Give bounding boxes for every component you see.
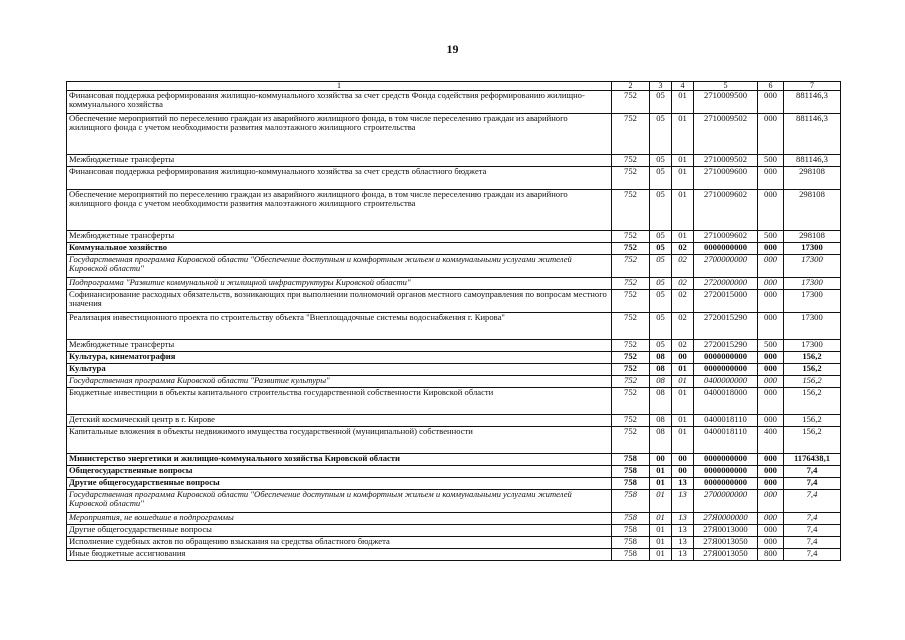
row-name-cell: Культура [67,364,612,376]
table-row [67,243,841,255]
row-name-cell: Государственная программа Кировской области "Обеспечение доступным и комфортным жильем и коммунальными услугами жителей Кировской области" [67,255,612,278]
column-header: 1 [67,82,612,91]
target-article-cell: 27Я0000000 [694,513,758,525]
row-name-cell: Межбюджетные трансферты [67,340,612,352]
subsection-cell: 01 [672,364,694,376]
target-article-cell: 0000000000 [694,352,758,364]
ved-cell: 752 [612,415,650,427]
target-article-cell: 2710009502 [694,114,758,155]
section-cell: 05 [650,167,672,190]
table-row [67,454,841,466]
section-cell: 01 [650,549,672,561]
section-cell: 05 [650,340,672,352]
row-name-cell: Мероприятия, не вошедшие в подпрограммы [67,513,612,525]
row-name-cell: Капитальные вложения в объекты недвижимого имущества государственной (муниципальной) собственности [67,427,612,454]
subsection-cell: 01 [672,114,694,155]
table-row [67,190,841,231]
expense-type-cell: 000 [758,454,784,466]
page-number: 19 [446,42,459,56]
target-article-cell: 2700000000 [694,490,758,513]
column-header: 6 [758,82,784,91]
table-row [67,278,841,290]
section-cell: 08 [650,376,672,388]
table-row [67,155,841,167]
target-article-cell: 0400018000 [694,388,758,415]
subsection-cell: 13 [672,513,694,525]
section-cell: 05 [650,290,672,313]
column-header: 5 [694,82,758,91]
row-name-cell: Финансовая поддержка реформирования жилищно-коммунального хозяйства за счет средств Фонда содействия реформированию жилищно-коммунального хозяйства [67,91,612,114]
section-cell: 08 [650,415,672,427]
subsection-cell: 13 [672,490,694,513]
expense-type-cell: 000 [758,190,784,231]
table-row [67,427,841,454]
target-article-cell: 2720015290 [694,313,758,340]
section-cell: 05 [650,255,672,278]
subsection-cell: 13 [672,537,694,549]
expense-type-cell: 000 [758,352,784,364]
table-row [67,340,841,352]
expense-type-cell: 000 [758,388,784,415]
table-row [67,388,841,415]
expense-type-cell: 000 [758,364,784,376]
ved-cell: 758 [612,490,650,513]
ved-cell: 758 [612,466,650,478]
amount-cell: 17300 [784,278,841,290]
ved-cell: 752 [612,190,650,231]
target-article-cell: 0400018110 [694,427,758,454]
expense-type-cell: 000 [758,278,784,290]
amount-cell: 298108 [784,231,841,243]
table-row [67,91,841,114]
subsection-cell: 13 [672,478,694,490]
target-article-cell: 2710009602 [694,231,758,243]
target-article-cell: 2710009500 [694,91,758,114]
target-article-cell: 2710009502 [694,155,758,167]
amount-cell: 17300 [784,255,841,278]
table-row [67,537,841,549]
expense-type-cell: 400 [758,427,784,454]
amount-cell: 156,2 [784,352,841,364]
expense-type-cell: 000 [758,537,784,549]
target-article-cell: 0000000000 [694,454,758,466]
subsection-cell: 01 [672,427,694,454]
subsection-cell: 13 [672,525,694,537]
row-name-cell: Исполнение судебных актов по обращению взыскания на средства областного бюджета [67,537,612,549]
subsection-cell: 02 [672,278,694,290]
amount-cell: 881146,3 [784,91,841,114]
ved-cell: 752 [612,313,650,340]
expense-type-cell: 000 [758,513,784,525]
row-name-cell: Обеспечение мероприятий по переселению граждан из аварийного жилищного фонда, в том числе переселению граждан из аварийного жилищного фонда с учетом необходимости развития малоэтажного жилищного строительства [67,190,612,231]
ved-cell: 752 [612,91,650,114]
amount-cell: 17300 [784,290,841,313]
table-row [67,352,841,364]
table-row [67,466,841,478]
subsection-cell: 00 [672,454,694,466]
subsection-cell: 02 [672,290,694,313]
ved-cell: 758 [612,549,650,561]
expense-type-cell: 000 [758,466,784,478]
subsection-cell: 01 [672,190,694,231]
column-header: 3 [650,82,672,91]
ved-cell: 752 [612,114,650,155]
table-row [67,231,841,243]
subsection-cell: 01 [672,91,694,114]
target-article-cell: 2700000000 [694,255,758,278]
table-row [67,313,841,340]
subsection-cell: 02 [672,243,694,255]
column-header: 7 [784,82,841,91]
section-cell: 01 [650,478,672,490]
amount-cell: 156,2 [784,388,841,415]
table-row [67,255,841,278]
row-name-cell: Межбюджетные трансферты [67,155,612,167]
section-cell: 01 [650,466,672,478]
section-cell: 05 [650,278,672,290]
subsection-cell: 02 [672,255,694,278]
row-name-cell: Другие общегосударственные вопросы [67,478,612,490]
table-row [67,415,841,427]
subsection-cell: 01 [672,388,694,415]
expense-type-cell: 000 [758,376,784,388]
section-cell: 08 [650,364,672,376]
section-cell: 05 [650,313,672,340]
target-article-cell: 2720015000 [694,290,758,313]
ved-cell: 752 [612,352,650,364]
ved-cell: 752 [612,278,650,290]
table-header-row [67,82,841,91]
row-name-cell: Государственная программа Кировской области "Обеспечение доступным и комфортным жильем и коммунальными услугами жителей Кировской области" [67,490,612,513]
target-article-cell: 2720000000 [694,278,758,290]
ved-cell: 758 [612,478,650,490]
row-name-cell: Министерство энергетики и жилищно-коммунального хозяйства Кировской области [67,454,612,466]
expense-type-cell: 000 [758,290,784,313]
amount-cell: 1176438,1 [784,454,841,466]
table-row [67,549,841,561]
subsection-cell: 00 [672,466,694,478]
ved-cell: 758 [612,525,650,537]
expense-type-cell: 000 [758,490,784,513]
section-cell: 08 [650,388,672,415]
amount-cell: 7,4 [784,478,841,490]
subsection-cell: 01 [672,155,694,167]
subsection-cell: 13 [672,549,694,561]
target-article-cell: 0000000000 [694,364,758,376]
ved-cell: 758 [612,454,650,466]
amount-cell: 7,4 [784,513,841,525]
target-article-cell: 0000000000 [694,243,758,255]
table-row [67,525,841,537]
expense-type-cell: 000 [758,243,784,255]
section-cell: 05 [650,155,672,167]
expense-type-cell: 000 [758,91,784,114]
amount-cell: 156,2 [784,415,841,427]
target-article-cell: 2710009602 [694,190,758,231]
row-name-cell: Другие общегосударственные вопросы [67,525,612,537]
row-name-cell: Софинансирование расходных обязательств, возникающих при выполнении полномочий органов местного самоуправления по вопросам местного значения [67,290,612,313]
section-cell: 05 [650,114,672,155]
row-name-cell: Обеспечение мероприятий по переселению граждан из аварийного жилищного фонда, в том числе переселению граждан из аварийного жилищного фонда с учетом необходимости развития малоэтажного жилищного строительства [67,114,612,155]
ved-cell: 752 [612,243,650,255]
ved-cell: 752 [612,167,650,190]
subsection-cell: 02 [672,340,694,352]
amount-cell: 156,2 [784,427,841,454]
table-row [67,167,841,190]
target-article-cell: 2710009600 [694,167,758,190]
subsection-cell: 01 [672,415,694,427]
expense-type-cell: 000 [758,114,784,155]
section-cell: 08 [650,352,672,364]
subsection-cell: 01 [672,231,694,243]
ved-cell: 752 [612,427,650,454]
amount-cell: 17300 [784,340,841,352]
amount-cell: 298108 [784,167,841,190]
ved-cell: 752 [612,290,650,313]
expense-type-cell: 000 [758,313,784,340]
ved-cell: 758 [612,537,650,549]
row-name-cell: Общегосударственные вопросы [67,466,612,478]
row-name-cell: Бюджетные инвестиции в объекты капитального строительства государственной собственности Кировской области [67,388,612,415]
amount-cell: 7,4 [784,537,841,549]
section-cell: 05 [650,190,672,231]
expense-type-cell: 000 [758,255,784,278]
expense-type-cell: 500 [758,155,784,167]
subsection-cell: 01 [672,376,694,388]
section-cell: 05 [650,243,672,255]
expense-type-cell: 000 [758,415,784,427]
target-article-cell: 0000000000 [694,466,758,478]
amount-cell: 7,4 [784,466,841,478]
subsection-cell: 01 [672,167,694,190]
expense-type-cell: 000 [758,525,784,537]
amount-cell: 7,4 [784,490,841,513]
section-cell: 01 [650,537,672,549]
row-name-cell: Реализация инвестиционного проекта по строительству объекта "Внеплощадочные системы водоснабжения г. Кирова" [67,313,612,340]
column-header: 4 [672,82,694,91]
amount-cell: 881146,3 [784,114,841,155]
column-header: 2 [612,82,650,91]
row-name-cell: Межбюджетные трансферты [67,231,612,243]
ved-cell: 752 [612,376,650,388]
amount-cell: 156,2 [784,376,841,388]
target-article-cell: 0400000000 [694,376,758,388]
row-name-cell: Финансовая поддержка реформирования жилищно-коммунального хозяйства за счет средств областного бюджета [67,167,612,190]
ved-cell: 752 [612,364,650,376]
section-cell: 01 [650,525,672,537]
expense-type-cell: 000 [758,167,784,190]
target-article-cell: 0000000000 [694,478,758,490]
table-row [67,114,841,155]
amount-cell: 17300 [784,243,841,255]
subsection-cell: 00 [672,352,694,364]
ved-cell: 752 [612,340,650,352]
target-article-cell: 27Я0013050 [694,537,758,549]
table-row [67,376,841,388]
target-article-cell: 27Я0013000 [694,525,758,537]
amount-cell: 7,4 [784,525,841,537]
row-name-cell: Иные бюджетные ассигнования [67,549,612,561]
section-cell: 08 [650,427,672,454]
target-article-cell: 2720015290 [694,340,758,352]
amount-cell: 881146,3 [784,155,841,167]
amount-cell: 17300 [784,313,841,340]
expense-type-cell: 000 [758,478,784,490]
amount-cell: 298108 [784,190,841,231]
ved-cell: 752 [612,388,650,415]
row-name-cell: Государственная программа Кировской области "Развитие культуры" [67,376,612,388]
subsection-cell: 02 [672,313,694,340]
target-article-cell: 0400018110 [694,415,758,427]
ved-cell: 758 [612,513,650,525]
row-name-cell: Коммунальное хозяйство [67,243,612,255]
row-name-cell: Детский космический центр в г. Кирове [67,415,612,427]
expense-type-cell: 500 [758,340,784,352]
section-cell: 00 [650,454,672,466]
ved-cell: 752 [612,255,650,278]
expense-type-cell: 500 [758,231,784,243]
row-name-cell: Подпрограмма "Развитие коммунальной и жилищной инфраструктуры Кировской области" [67,278,612,290]
table-row [67,513,841,525]
amount-cell: 156,2 [784,364,841,376]
section-cell: 05 [650,231,672,243]
table-row [67,364,841,376]
section-cell: 05 [650,91,672,114]
section-cell: 01 [650,490,672,513]
target-article-cell: 27Я0013050 [694,549,758,561]
ved-cell: 752 [612,231,650,243]
table-row [67,290,841,313]
budget-table [66,81,841,561]
amount-cell: 7,4 [784,549,841,561]
expense-type-cell: 800 [758,549,784,561]
section-cell: 01 [650,513,672,525]
ved-cell: 752 [612,155,650,167]
row-name-cell: Культура, кинематография [67,352,612,364]
table-row [67,490,841,513]
table-row [67,478,841,490]
